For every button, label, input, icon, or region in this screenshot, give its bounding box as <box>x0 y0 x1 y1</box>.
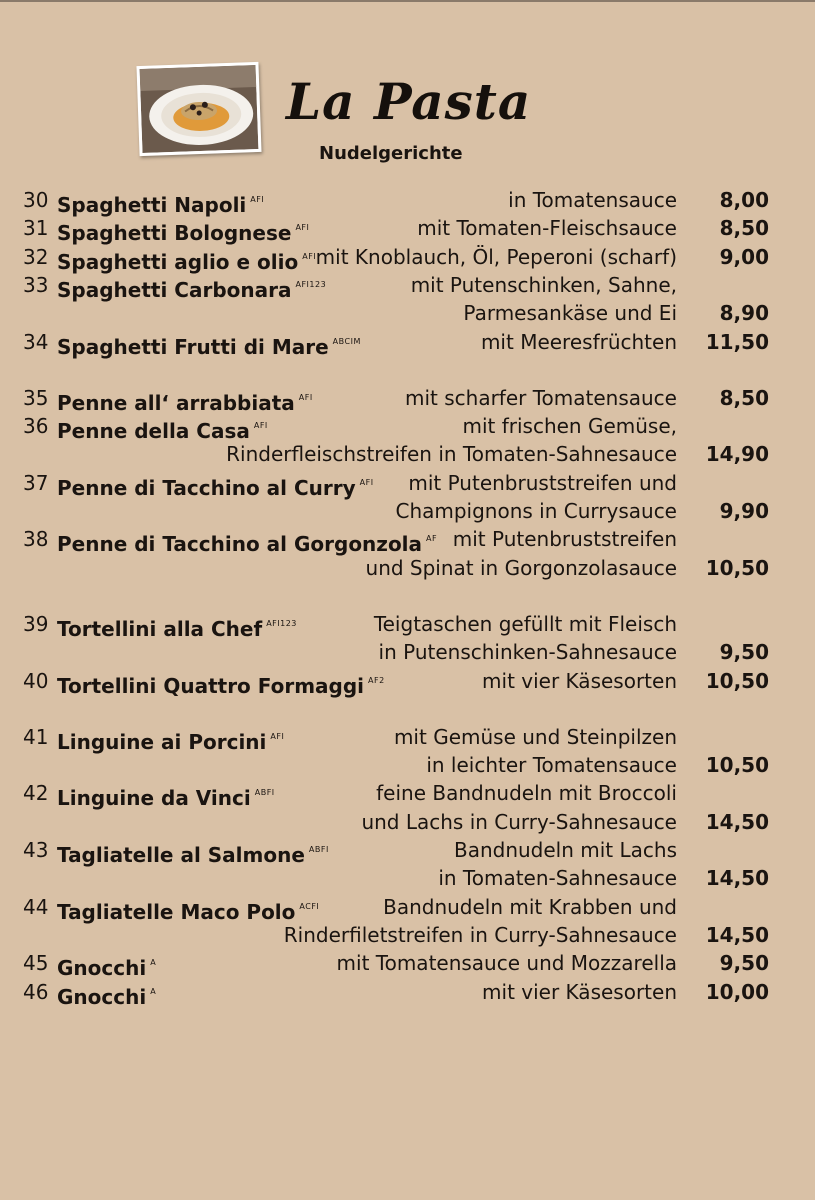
item-number: 40 <box>23 668 49 693</box>
allergen-codes: ABFI <box>308 845 329 854</box>
menu-item <box>0 836 815 867</box>
menu-item <box>0 186 815 217</box>
item-price: 14,50 <box>705 866 769 891</box>
item-price: 14,50 <box>705 922 769 947</box>
item-number: 38 <box>23 527 49 552</box>
allergen-codes: ABFI <box>254 788 275 798</box>
item-price: 10,00 <box>705 979 769 1004</box>
item-description: Bandnudeln mit Krabben und <box>383 894 677 919</box>
item-price: 8,50 <box>719 385 769 410</box>
item-description: und Lachs in Curry-Sahnesauce <box>361 809 677 834</box>
item-description: mit frischen Gemüse, <box>462 414 677 439</box>
item-price: 9,90 <box>719 499 769 523</box>
item-name-text: Linguine ai Porcini <box>57 729 267 754</box>
item-number: 44 <box>23 894 49 919</box>
item-description: und Spinat in Gorgonzolasauce <box>365 555 677 580</box>
menu-item-continuation <box>0 638 815 666</box>
menu-item <box>0 412 815 444</box>
page-subtitle: Nudelgerichte <box>319 143 463 164</box>
item-description: mit Tomatensauce und Mozzarella <box>336 951 677 976</box>
allergen-codes: ACFI <box>299 901 320 911</box>
menu-item <box>0 893 815 924</box>
item-description: mit vier Käsesorten <box>482 979 677 1004</box>
item-description: feine Bandnudeln mit Broccoli <box>376 781 677 806</box>
item-price: 8,90 <box>719 301 769 326</box>
allergen-codes: AFI <box>250 195 265 204</box>
item-description: Bandnudeln mit Lachs <box>453 838 677 862</box>
menu-item <box>0 328 815 359</box>
item-number: 31 <box>23 216 49 241</box>
item-description: mit Putenschinken, Sahne, <box>410 272 677 297</box>
item-price: 10,50 <box>705 668 769 693</box>
allergen-codes: AF <box>426 534 438 544</box>
item-name-text: Penne all‘ arrabbiata <box>57 390 295 415</box>
item-name <box>57 978 156 1011</box>
item-description: Rinderfleischstreifen in Tomaten-Sahnesauce <box>226 442 677 467</box>
allergen-codes: AFI <box>295 223 310 233</box>
menu-item <box>0 723 815 754</box>
menu-item <box>0 525 815 557</box>
item-name-text: Spaghetti aglio e olio <box>57 249 299 274</box>
item-description: mit Knoblauch, Öl, Peperoni (scharf) <box>315 244 677 269</box>
item-description: mit scharfer Tomatensauce <box>404 385 677 410</box>
menu-item <box>0 667 815 698</box>
item-price: 9,50 <box>719 640 769 665</box>
page-title: La Pasta <box>286 72 532 131</box>
item-description: mit Putenbruststreifen und <box>408 470 677 495</box>
item-number: 39 <box>23 611 49 636</box>
menu-item-continuation <box>0 864 815 892</box>
item-price: 14,50 <box>705 809 769 834</box>
allergen-codes: A <box>150 958 157 968</box>
menu-item-continuation <box>0 554 815 582</box>
allergen-codes: AF2 <box>368 675 385 685</box>
menu-item-continuation <box>0 808 815 836</box>
allergen-codes: AFI123 <box>295 279 327 289</box>
item-name <box>57 667 385 700</box>
menu-item-continuation <box>0 921 815 949</box>
item-description: in Tomatensauce <box>508 188 677 212</box>
menu-item <box>0 214 815 246</box>
item-price: 8,50 <box>719 216 769 241</box>
item-name-text: Tagliatelle Maco Polo <box>57 899 296 924</box>
item-name-text: Linguine da Vinci <box>57 786 251 811</box>
menu-item <box>0 779 815 811</box>
item-description: mit Meeresfrüchten <box>480 329 677 354</box>
item-description: in leichter Tomatensauce <box>426 753 677 778</box>
item-name-text: Spaghetti Carbonara <box>57 277 292 302</box>
item-name-text: Penne di Tacchino al Gorgonzola <box>57 532 423 557</box>
allergen-codes: AFI <box>359 477 374 487</box>
menu-item-continuation <box>0 299 815 327</box>
item-name-text: Tortellini alla Chef <box>57 616 263 641</box>
item-price: 8,00 <box>719 188 769 212</box>
menu-item-continuation <box>0 497 815 525</box>
allergen-codes: A <box>150 986 157 996</box>
item-description: mit Gemüse und Steinpilzen <box>393 724 677 749</box>
item-number: 45 <box>23 951 49 976</box>
item-description: Parmesankäse und Ei <box>463 301 677 326</box>
item-description: in Putenschinken-Sahnesauce <box>378 640 677 665</box>
item-price: 9,50 <box>719 951 769 976</box>
allergen-codes: AFI <box>270 731 285 741</box>
allergen-codes: AFI <box>253 421 268 431</box>
item-description: in Tomaten-Sahnesauce <box>438 866 677 891</box>
item-number: 41 <box>23 724 49 749</box>
item-number: 33 <box>23 272 49 297</box>
item-description: mit Putenbruststreifen <box>452 527 677 552</box>
item-name <box>57 328 361 361</box>
item-number: 46 <box>23 979 49 1004</box>
allergen-codes: ABCIM <box>332 336 361 346</box>
item-description: Champignons in Currysauce <box>395 499 677 523</box>
item-name-text: Tagliatelle al Salmone <box>57 843 305 867</box>
item-description: Teigtaschen gefüllt mit Fleisch <box>373 611 677 636</box>
item-price: 11,50 <box>705 329 769 354</box>
allergen-codes: AFI <box>298 392 313 402</box>
item-description: Rinderfiletstreifen in Curry-Sahnesauce <box>283 922 677 947</box>
menu-item <box>0 271 815 302</box>
item-name-text: Spaghetti Bolognese <box>57 221 292 246</box>
menu-item <box>0 384 815 415</box>
menu-item-continuation <box>0 751 815 779</box>
menu-item <box>0 243 815 274</box>
item-price: 14,90 <box>705 442 769 467</box>
item-name-text: Penne di Tacchino al Curry <box>57 475 356 500</box>
item-number: 42 <box>23 781 49 806</box>
item-number: 32 <box>23 244 49 269</box>
allergen-codes: AFI <box>302 251 317 261</box>
item-number: 34 <box>23 329 49 354</box>
item-name-text: Penne della Casa <box>57 419 250 444</box>
item-name-text: Gnocchi <box>57 984 147 1009</box>
menu-item <box>0 978 815 1009</box>
item-price: 9,00 <box>719 244 769 269</box>
item-description: mit Tomaten-Fleischsauce <box>417 216 677 241</box>
item-number: 43 <box>23 838 49 862</box>
item-name-text: Tortellini Quattro Formaggi <box>57 673 365 698</box>
allergen-codes: AFI123 <box>266 618 297 628</box>
item-name-text: Spaghetti Napoli <box>57 193 247 217</box>
item-price: 10,50 <box>705 753 769 778</box>
item-number: 37 <box>23 470 49 495</box>
item-price: 10,50 <box>705 555 769 580</box>
menu-item <box>0 949 815 981</box>
item-number: 30 <box>23 188 49 212</box>
item-name-text: Gnocchi <box>57 956 147 981</box>
item-name-text: Spaghetti Frutti di Mare <box>57 334 329 359</box>
menu-item <box>0 610 815 641</box>
menu-item-continuation <box>0 440 815 468</box>
item-description: mit vier Käsesorten <box>482 668 677 693</box>
item-number: 35 <box>23 385 49 410</box>
menu-item <box>0 469 815 500</box>
item-number: 36 <box>23 414 49 439</box>
